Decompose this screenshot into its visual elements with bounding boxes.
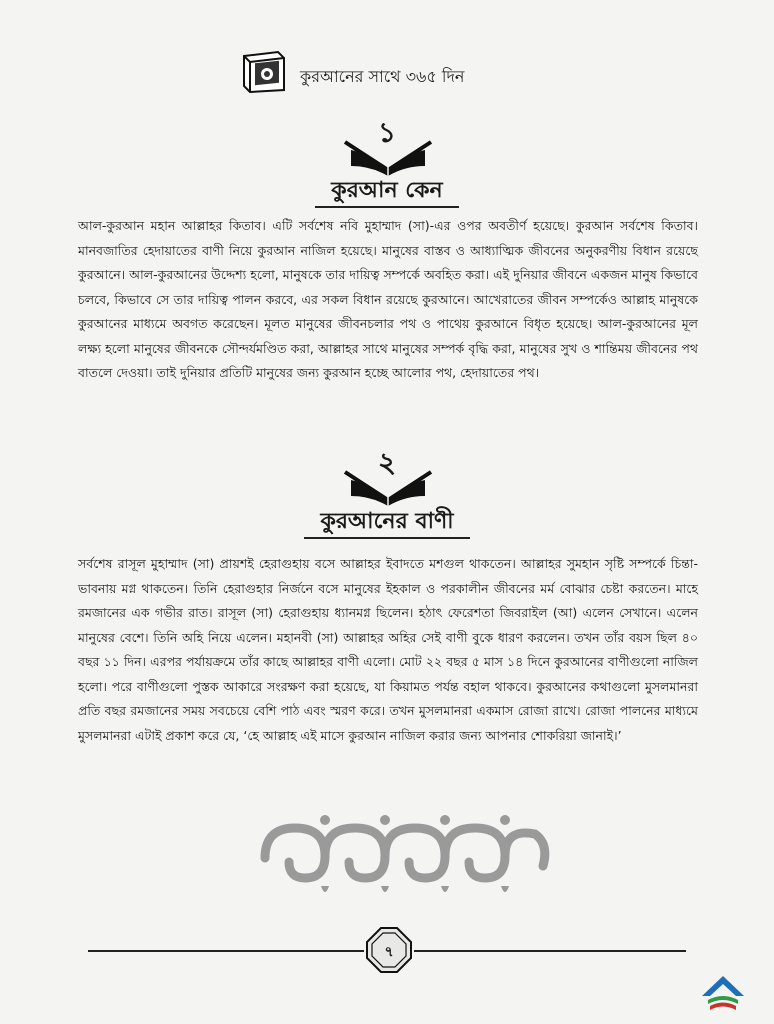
- publisher-logo-icon: [698, 972, 748, 1016]
- section-body-2: সর্বশেষ রাসূল মুহাম্মাদ (সা) প্রায়শই হেরাগুহায় বসে আল্লাহর ইবাদতে মশগুল থাকতেন। আল্লাহর সুমহান সৃষ্টি সম্পর্কে চিন্তা-ভাবনায় মগ্ন থাকতেন। তিনি হেরাগুহার নির্জনে বসে মানুষের ইহকাল ও পরকালীন জীবনের মর্ম বোঝার চেষ্টা করতেন। মাহে রমজানের এক গভীর রাত। রাসূল (সা) হেরাগুহায় ধ্যানমগ্ন ছিলেন। হঠাৎ ফেরেশতা জিবরাইল (আ) এলেন সেখানে। এলেন মানুষের বেশে। তিনি অহি নিয়ে এলেন। মহানবী (সা) আল্লাহর অহির সেই বাণী বুকে ধারণ করলেন। তখন তাঁর বয়স ছিল ৪০ বছর ১১ দিন। এরপর পর্যায়ক্রমে তাঁর কাছে আল্লাহর বাণী এলো। মোট ২২ বছর ৫ মাস ১৪ দিনে কুরআনের বাণীগুলো নাজিল হলো। পরে বাণীগুলো পুস্তক আকারে সংরক্ষণ করা হয়েছে, যা কিয়ামত পর্যন্ত বহাল থাকবে। কুরআনের কথাগুলো মুসলমানরা প্রতি বছর রমজানের সময় সবচেয়ে বেশি পাঠ এবং স্মরণ করে। তখন মুসলমানরা একমাস রোজা রাখে। রোজা পালনের মাধ্যমে মুসলমানরা এটাই প্রকাশ করে যে, ‘হে আল্লাহ এই মাসে কুরআন নাজিল করার জন্য আপনার শোকরিয়া জানাই।’: [78, 556, 698, 743]
- quran-book-icon: [238, 50, 290, 94]
- floral-ornament-icon: [255, 808, 555, 900]
- page-number: ৭: [384, 944, 394, 960]
- page-number-badge: [365, 926, 413, 974]
- section-body-1: আল-কুরআন মহান আল্লাহর কিতাব। এটি সর্বশেষ নবি মুহাম্মাদ (সা)-এর ওপর অবতীর্ণ হয়েছে। কুরআন সর্বশেষ কিতাব। মানবজাতির হেদায়াতের বাণী নিয়ে কুরআন নাজিল হয়েছে। মানুষের বাস্তব ও আধ্যাত্মিক জীবনের অনুকরণীয় বিধান রয়েছে কুরআনে। আল-কুরআনের উদ্দেশ্য হলো, মানুষকে তার দায়িত্ব সম্পর্কে অবহিত করা। এই দুনিয়ার জীবনে একজন মানুষ কিভাবে চলবে, কিভাবে সে তার দায়িত্ব পালন করবে, এর সকল বিধান রয়েছে কুরআনে। আখেরাতের জীবন সম্পর্কেও আল্লাহ মানুষকে কুরআনের মাধ্যমে অবগত করেছেন। মূলত মানুষের জীবনচলার পথ ও পাথেয় কুরআনে বিধৃত হয়েছে। আল-কুরআনের মূল লক্ষ্য হলো মানুষের জীবনকে সৌন্দর্যমণ্ডিত করা, আল্লাহর সাথে মানুষের সম্পর্ক বৃদ্ধি করা, মানুষের সুখ ও শান্তিময় জীবনের পথ বাতলে দেওয়া। তাই দুনিয়ার প্রতিটি মানুষের জন্য কুরআন হচ্ছে আলোর পথ, হেদায়াতের পথ।: [78, 218, 698, 380]
- section-title-underline: [315, 206, 459, 208]
- page-header: [238, 50, 538, 100]
- section-title-1: কুরআন কেন: [331, 178, 443, 203]
- footer-rule-right: [414, 950, 686, 952]
- running-header-title: কুরআনের সাথে ৩৬৫ দিন: [300, 67, 465, 86]
- section-number-1: ১: [377, 116, 397, 149]
- open-quran-icon: [341, 470, 435, 508]
- footer-rule-left: [88, 950, 364, 952]
- section-title-2: কুরআনের বাণী: [320, 509, 454, 534]
- section-title-underline: [304, 537, 470, 539]
- section-number-2: ২: [377, 446, 397, 479]
- open-quran-icon: [341, 140, 435, 178]
